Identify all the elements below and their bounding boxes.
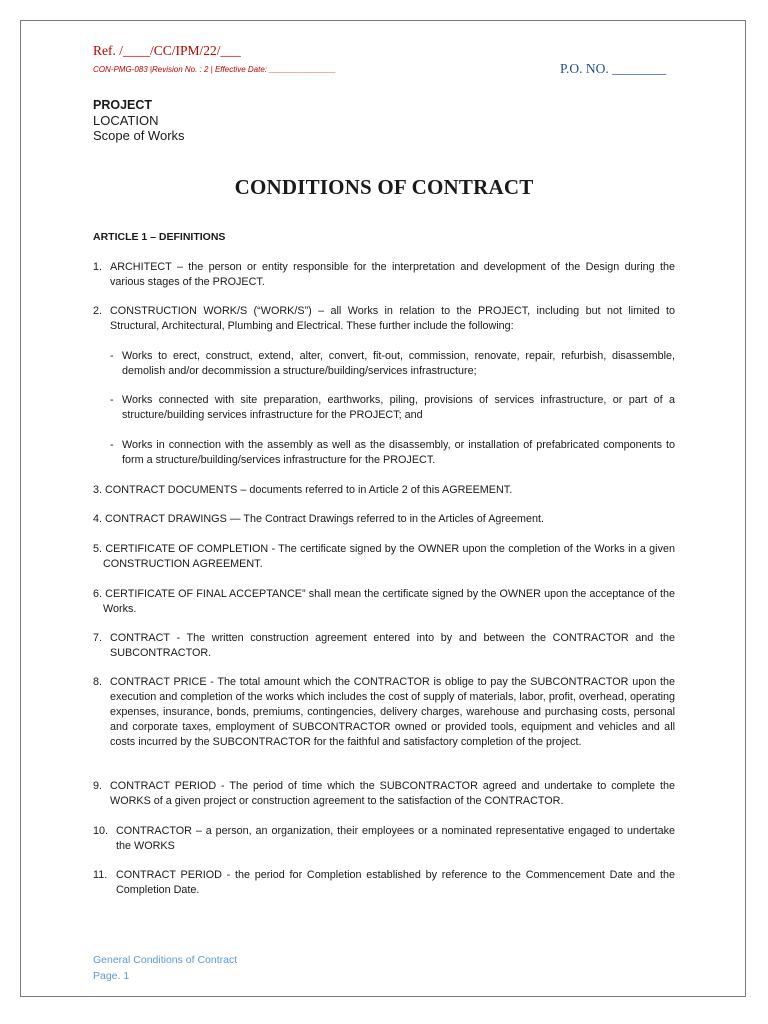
item-text: 6. CERTIFICATE OF FINAL ACCEPTANCE” shall mean the certificate signed by the OWNER upon the acceptance of the Works. <box>93 588 675 615</box>
item-text: Works in connection with the assembly as well as the disassembly, or installation of prefabricated components to form a structure/building/services infrastructure for the PROJECT. <box>122 439 675 466</box>
item-text: CONSTRUCTION WORK/S (“WORK/S”) – all Works in relation to the PROJECT, including but not limited to Structural, Architectural, Plumbing and Electrical. These further include the following: <box>110 305 675 332</box>
definition-item-6 <box>93 587 675 617</box>
item-text: Works connected with site preparation, earthworks, piling, provisions of services infrastructure, or part of a structure/building services infrastructure for the PROJECT; and <box>122 394 675 421</box>
project-block <box>93 98 185 143</box>
po-number <box>560 61 666 77</box>
definition-item-11 <box>93 868 675 898</box>
item-number: 8. <box>93 676 103 688</box>
bullet: - <box>110 394 114 406</box>
item-number: 9. <box>93 780 103 792</box>
item-number: 7. <box>93 632 103 644</box>
item-text: 4. CONTRACT DRAWINGS — The Contract Drawings referred to in the Articles of Agreement. <box>93 513 545 525</box>
scope-label: Scope of Works <box>93 128 185 143</box>
page-number: Page. 1 <box>93 970 130 982</box>
definition-item-1 <box>93 260 675 290</box>
page-title: CONDITIONS OF CONTRACT <box>234 175 534 199</box>
definition-item-8 <box>93 675 675 750</box>
page-footer <box>93 952 237 984</box>
definition-item-4 <box>93 512 675 527</box>
bullet: - <box>110 350 114 362</box>
po-blank: ______ <box>625 61 667 76</box>
item-text: CONTRACT PRICE - The total amount which the CONTRACTOR is oblige to pay the SUBCONTRACTOR upon the execution and completion of the works which includes the cost of supply of materials, labor, profit, overhead, operating expenses, insurance, bonds, premiums, contingencies, delivery charges, warehouse and purchasing costs, personal and corporate taxes, employment of SUBCONTRACTOR owned or provided tools, equipment and vehicles and all costs incurred by the SUBCONTRACTOR for the faithful and satisfactory completion of the project. <box>110 676 675 748</box>
item-text: CONTRACT - The written construction agreement entered into by and between the CONTRACTOR and the SUBCONTRACTOR. <box>110 632 675 659</box>
item-number: 10. <box>93 825 109 837</box>
item-text: 3. CONTRACT DOCUMENTS – documents referred to in Article 2 of this AGREEMENT. <box>93 484 513 496</box>
item-number: 11. <box>93 869 108 881</box>
project-label: PROJECT <box>93 98 153 112</box>
article-heading: ARTICLE 1 – DEFINITIONS <box>93 231 226 243</box>
sub-item-2 <box>110 393 675 423</box>
definition-item-9 <box>93 779 675 809</box>
item-number: 2. <box>93 305 103 317</box>
item-text: CONTRACT PERIOD - The period of time which the SUBCONTRACTOR agreed and undertake to complete the WORKS of a given project or construction agreement to the satisfaction of the CONTRACTOR. <box>110 780 675 807</box>
sub-item-1 <box>110 349 675 379</box>
bullet: - <box>110 439 114 451</box>
footer-title: General Conditions of Contract <box>93 954 238 966</box>
reference-number: Ref. /____/CC/IPM/22/___ <box>93 43 241 58</box>
definition-item-5 <box>93 542 675 572</box>
item-text: CONTRACT PERIOD - the period for Completion established by reference to the Commencement Date and the Completion Date. <box>116 869 675 896</box>
item-number: 1. <box>93 261 103 273</box>
item-text: Works to erect, construct, extend, alter, convert, fit-out, commission, renovate, repair, refurbish, disassemble, demolish and/or decommission a structure/building/services infrastructure; <box>122 350 675 377</box>
sub-item-3 <box>110 438 675 468</box>
item-text: ARCHITECT – the person or entity responsible for the interpretation and development of the Design during the various stages of the PROJECT. <box>110 261 675 288</box>
definition-item-3 <box>93 483 675 498</box>
location-label: LOCATION <box>93 113 159 128</box>
item-text: CONTRACTOR – a person, an organization, their employees or a nominated representative engaged to undertake the WORKS <box>116 825 675 852</box>
document-meta: CON-PMG-083 |Revision No. : 2 | Effective Date: _______________ <box>93 65 336 74</box>
po-label: P.O. NO. __ <box>560 61 626 76</box>
definition-item-10 <box>93 824 675 854</box>
definition-item-2 <box>93 304 675 334</box>
definition-item-7 <box>93 631 675 661</box>
item-text: 5. CERTIFICATE OF COMPLETION - The certificate signed by the OWNER upon the completion of the Works in a given CONSTRUCTION AGREEMENT. <box>93 543 675 570</box>
